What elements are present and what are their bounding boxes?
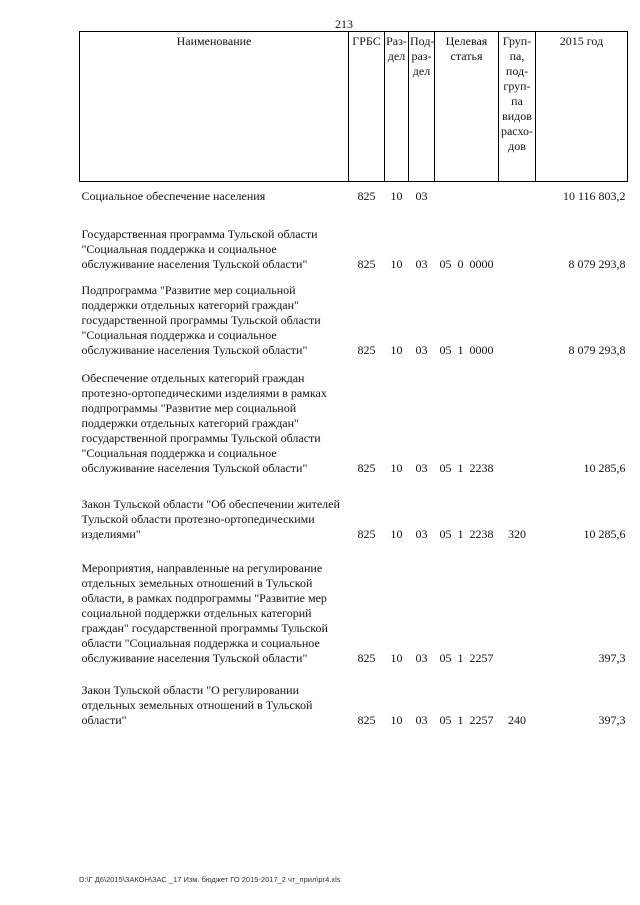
row-target-article <box>435 666 499 728</box>
row-expense-group <box>499 204 536 272</box>
header-name: Наименование <box>80 32 349 182</box>
row-name: Социальное обеспечение населения <box>81 188 266 203</box>
row-grbs: 825 <box>357 526 376 541</box>
row-amount-2015: 397,3 <box>598 712 626 727</box>
target-code-part: 2238 <box>469 526 494 541</box>
table-row <box>80 476 628 542</box>
row-podrazdel: 03 <box>415 460 428 475</box>
target-code-part: 0000 <box>469 342 494 357</box>
row-grbs: 825 <box>357 460 376 475</box>
row-podrazdel: 03 <box>415 712 428 727</box>
row-expense-group <box>499 182 536 204</box>
target-code-part: 05 <box>439 526 452 541</box>
target-code-part: 05 <box>439 342 452 357</box>
row-amount-2015: 397,3 <box>598 650 626 665</box>
header-grbs: ГРБС <box>349 32 385 182</box>
budget-table <box>79 31 628 728</box>
row-target-article <box>435 182 499 204</box>
header-razdel: Раз- дел <box>385 32 409 182</box>
row-expense-group: 320 <box>508 526 526 541</box>
row-name: Закон Тульской области "Об обеспечении жителей Тульской области протезно-ортопедическими изделиями" <box>81 496 340 541</box>
table-row <box>80 358 628 476</box>
row-razdel: 10 <box>390 526 403 541</box>
target-code-part: 2238 <box>469 460 494 475</box>
table-row <box>80 666 628 728</box>
target-code-part: 1 <box>457 712 464 727</box>
row-grbs: 825 <box>357 650 376 665</box>
row-razdel: 10 <box>390 650 403 665</box>
target-code-part: 0000 <box>469 256 494 271</box>
target-code-part: 1 <box>457 342 464 357</box>
row-name: Государственная программа Тульской области "Социальная поддержка и социальное обслуживание населения Тульской области" <box>81 226 318 271</box>
row-target-article <box>435 358 499 476</box>
row-razdel: 10 <box>390 188 403 203</box>
table-row <box>80 182 628 204</box>
row-name: Мероприятия, направленные на регулирование отдельных земельных отношений в Тульской области, в рамках подпрограммы "Развитие мер социальной поддержки отдельных категорий граждан" государственной программы Тульской области "Социальная поддержка и социальное обслуживание населения Тульской области" <box>81 560 328 665</box>
row-razdel: 10 <box>390 712 403 727</box>
row-podrazdel: 03 <box>415 256 428 271</box>
row-expense-group <box>499 358 536 476</box>
row-amount-2015: 10 116 803,2 <box>562 188 626 203</box>
header-year-2015: 2015 год <box>536 32 628 182</box>
row-grbs: 825 <box>357 188 376 203</box>
row-podrazdel: 03 <box>415 650 428 665</box>
page-number: 213 <box>335 17 353 31</box>
row-name: Закон Тульской области "О регулировании отдельных земельных отношений в Тульской области" <box>81 682 313 727</box>
target-code-part: 05 <box>439 460 452 475</box>
row-podrazdel: 03 <box>415 526 428 541</box>
row-podrazdel: 03 <box>415 342 428 357</box>
row-target-article <box>435 272 499 358</box>
row-name: Обеспечение отдельных категорий граждан протезно-ортопедическими изделиями в рамках подпрограммы "Развитие мер социальной поддержки отдельных категорий граждан" государственной программы Тульской области "Социальная поддержка и социальное обслуживание населения Тульской области" <box>81 370 327 475</box>
row-grbs: 825 <box>357 712 376 727</box>
row-razdel: 10 <box>390 342 403 357</box>
table-body <box>80 182 628 728</box>
file-path-footer: D:\Г Д6\2015\ЗАКОН\ЗАС _17 Изм. бюджет ГО 2015-2017_2 чт_прил\pr4.xls <box>79 875 341 884</box>
target-code-part: 1 <box>457 526 464 541</box>
target-code-part: 1 <box>457 650 464 665</box>
header-podrazdel: Под- раз- дел <box>409 32 435 182</box>
table-row <box>80 542 628 666</box>
target-code-part: 2257 <box>469 712 494 727</box>
row-podrazdel: 03 <box>415 188 428 203</box>
row-amount-2015: 8 079 293,8 <box>568 342 626 357</box>
table-row <box>80 204 628 272</box>
row-razdel: 10 <box>390 256 403 271</box>
row-grbs: 825 <box>357 342 376 357</box>
target-code-part: 1 <box>457 460 464 475</box>
row-target-article <box>435 542 499 666</box>
row-expense-group <box>499 542 536 666</box>
row-target-article <box>435 204 499 272</box>
row-name: Подпрограмма "Развитие мер социальной поддержки отдельных категорий граждан" государственной программы Тульской области "Социальная поддержка и социальное обслуживание населения Тульской области" <box>81 282 321 357</box>
header-expense-group: Груп- па, под- груп- па видов расхо- дов <box>499 32 536 182</box>
row-expense-group: 240 <box>508 712 526 727</box>
target-code-part: 05 <box>439 712 452 727</box>
row-target-article <box>435 476 499 542</box>
target-code-part: 05 <box>439 650 452 665</box>
row-grbs: 825 <box>357 256 376 271</box>
target-code-part: 05 <box>439 256 452 271</box>
row-amount-2015: 8 079 293,8 <box>568 256 626 271</box>
row-amount-2015: 10 285,6 <box>583 460 626 475</box>
row-expense-group <box>499 272 536 358</box>
header-target-article: Целевая статья <box>435 32 499 182</box>
table-row <box>80 272 628 358</box>
row-razdel: 10 <box>390 460 403 475</box>
row-amount-2015: 10 285,6 <box>583 526 626 541</box>
table-header-row <box>80 32 628 182</box>
target-code-part: 2257 <box>469 650 494 665</box>
target-code-part: 0 <box>457 256 464 271</box>
